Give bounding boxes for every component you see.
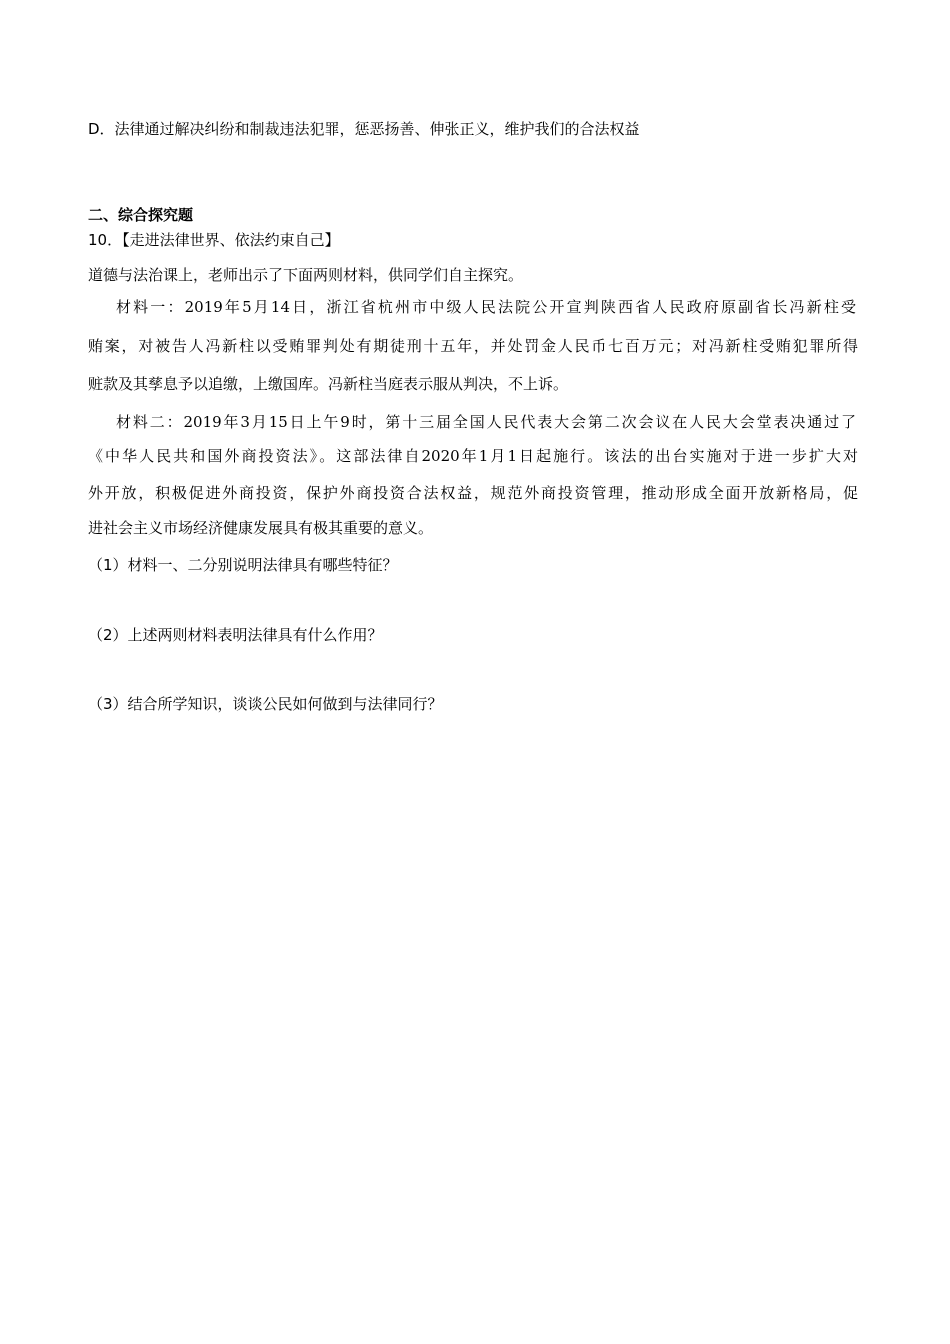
section-heading: 二、综合探究题 [88,206,194,224]
material2-line: 外开放，积极促进外商投资，保护外商投资合法权益，规范外商投资管理，推动形成全面开放新格局，促 [88,484,858,502]
material2-line: 《中华人民共和国外商投资法》。这部法律自2020年1月1日起施行。该法的出台实施对于进一步扩大对 [88,447,858,465]
sub-question-3: （3）结合所学知识，谈谈公民如何做到与法律同行？ [88,695,443,713]
question-intro: 道德与法治课上，老师出示了下面两则材料，供同学们自主探究。 [88,266,524,284]
material1-line: 材料一：2019年5月14日，浙江省杭州市中级人民法院公开宣判陕西省人民政府原副省长冯新柱受 [116,298,856,316]
material1-line: 贿案，对被告人冯新柱以受贿罪判处有期徒刑十五年，并处罚金人民币七百万元；对冯新柱受贿犯罪所得 [88,337,858,355]
material1-line: 赃款及其孳息予以追缴，上缴国库。冯新柱当庭表示服从判决，不上诉。 [88,375,569,393]
material2-line: 进社会主义市场经济健康发展具有极其重要的意义。 [88,519,434,537]
option-d: D．法律通过解决纠纷和制裁违法犯罪，惩恶扬善、伸张正义，维护我们的合法权益 [88,120,640,138]
sub-question-2: （2）上述两则材料表明法律具有什么作用？ [88,626,383,644]
sub-question-1: （1）材料一、二分别说明法律具有哪些特征？ [88,556,398,574]
material2-line: 材料二：2019年3月15日上午9时，第十三届全国人民代表大会第二次会议在人民大会堂表决通过了 [116,413,856,431]
question-title: 10．【走进法律世界、依法约束自己】 [88,231,340,249]
